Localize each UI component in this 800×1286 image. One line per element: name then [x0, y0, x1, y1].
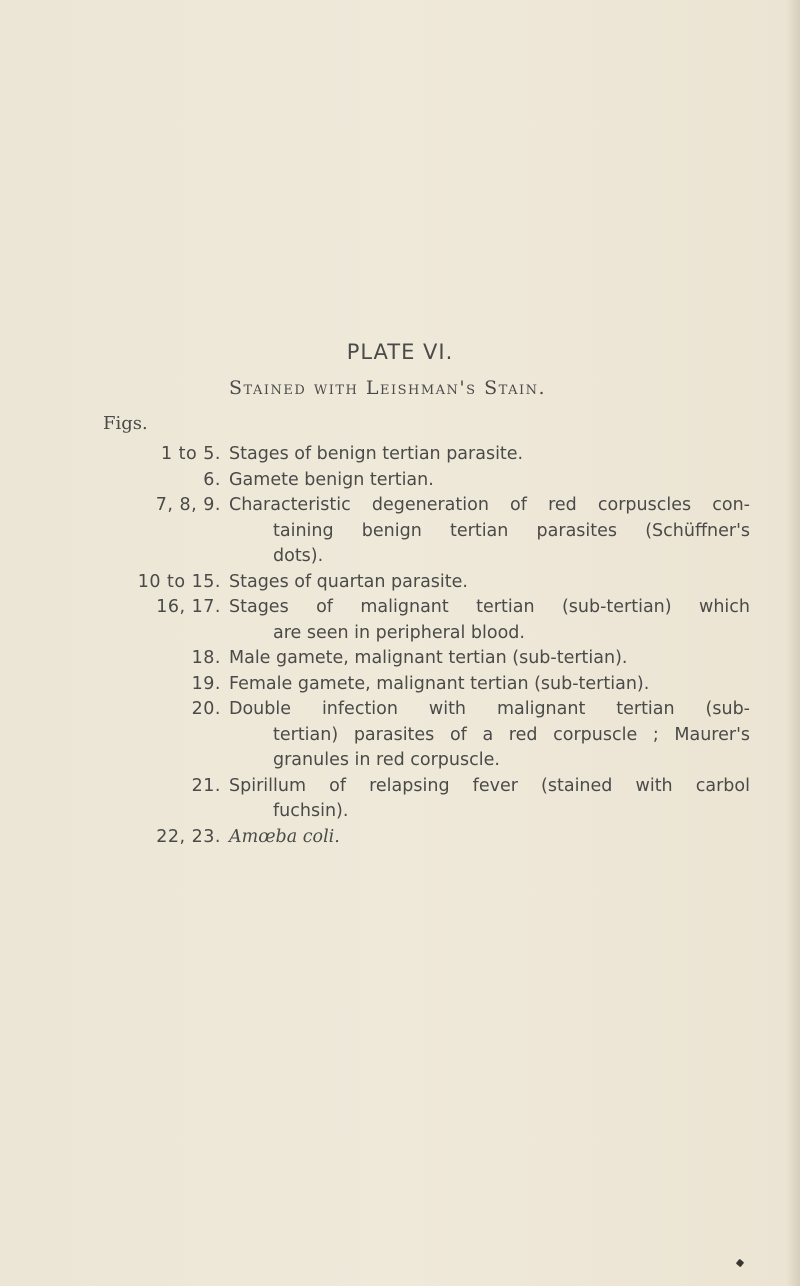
figure-numbers: 1 to 5.	[160, 444, 221, 464]
figure-numbers: 7, 8, 9.	[155, 495, 221, 515]
description-line: tertian) parasites of a red corpuscle ; Maurer's	[273, 724, 750, 745]
figure-description	[230, 442, 750, 468]
plate-subtitle: Stained with Leishman's Stain.	[229, 377, 547, 399]
figure-numbers: 16, 17.	[156, 597, 221, 617]
description-line: Spirillum of relapsing fever (stained with carbol	[229, 775, 750, 796]
figure-numbers: 21.	[191, 775, 221, 796]
legend-entry	[0, 442, 800, 468]
description-line: Stages of quartan parasite.	[229, 571, 468, 592]
legend-entry	[0, 595, 800, 646]
description-line: are seen in peripheral blood.	[273, 622, 525, 643]
legend-entry	[0, 468, 800, 494]
description-line: Female gamete, malignant tertian (sub-tertian).	[229, 673, 650, 694]
legend-entry	[0, 672, 800, 698]
legend-entry	[0, 646, 800, 672]
figure-description	[230, 646, 750, 672]
description-line: taining benign tertian parasites (Schüffner's	[273, 520, 750, 541]
legend-entry	[0, 774, 800, 825]
figure-description	[230, 570, 750, 596]
figure-legend-list	[0, 442, 800, 850]
figure-numbers: 18.	[191, 648, 221, 668]
description-line: Stages of malignant tertian (sub-tertian) which	[229, 597, 750, 617]
plate-title: PLATE VI.	[346, 340, 454, 364]
figure-description	[230, 493, 750, 570]
figure-numbers: 22, 23.	[156, 826, 221, 847]
description-line: Gamete benign tertian.	[229, 469, 434, 490]
figure-numbers: 6.	[203, 469, 221, 490]
legend-entry	[0, 493, 800, 570]
description-line: dots).	[273, 546, 324, 566]
description-line: Amœba coli.	[229, 826, 340, 847]
description-line: Characteristic degeneration of red corpuscles con-	[229, 495, 750, 515]
figure-description	[230, 697, 750, 774]
description-line: Male gamete, malignant tertian (sub-tertian).	[229, 648, 628, 668]
legend-entry	[0, 570, 800, 596]
description-line: fuchsin).	[273, 801, 349, 821]
figure-description	[230, 672, 750, 698]
figure-description	[230, 825, 750, 851]
figs-heading: Figs.	[103, 413, 148, 434]
figure-description	[230, 595, 750, 646]
figure-numbers: 10 to 15.	[137, 571, 221, 592]
figure-description	[230, 774, 750, 825]
description-line: Stages of benign tertian parasite.	[229, 444, 524, 464]
description-line: granules in red corpuscle.	[273, 750, 500, 770]
description-line: Double infection with malignant tertian (sub-	[229, 699, 750, 719]
legend-entry	[0, 825, 800, 851]
figure-numbers: 20.	[191, 699, 221, 719]
figure-description	[230, 468, 750, 494]
figure-numbers: 19.	[191, 673, 221, 694]
legend-entry	[0, 697, 800, 774]
